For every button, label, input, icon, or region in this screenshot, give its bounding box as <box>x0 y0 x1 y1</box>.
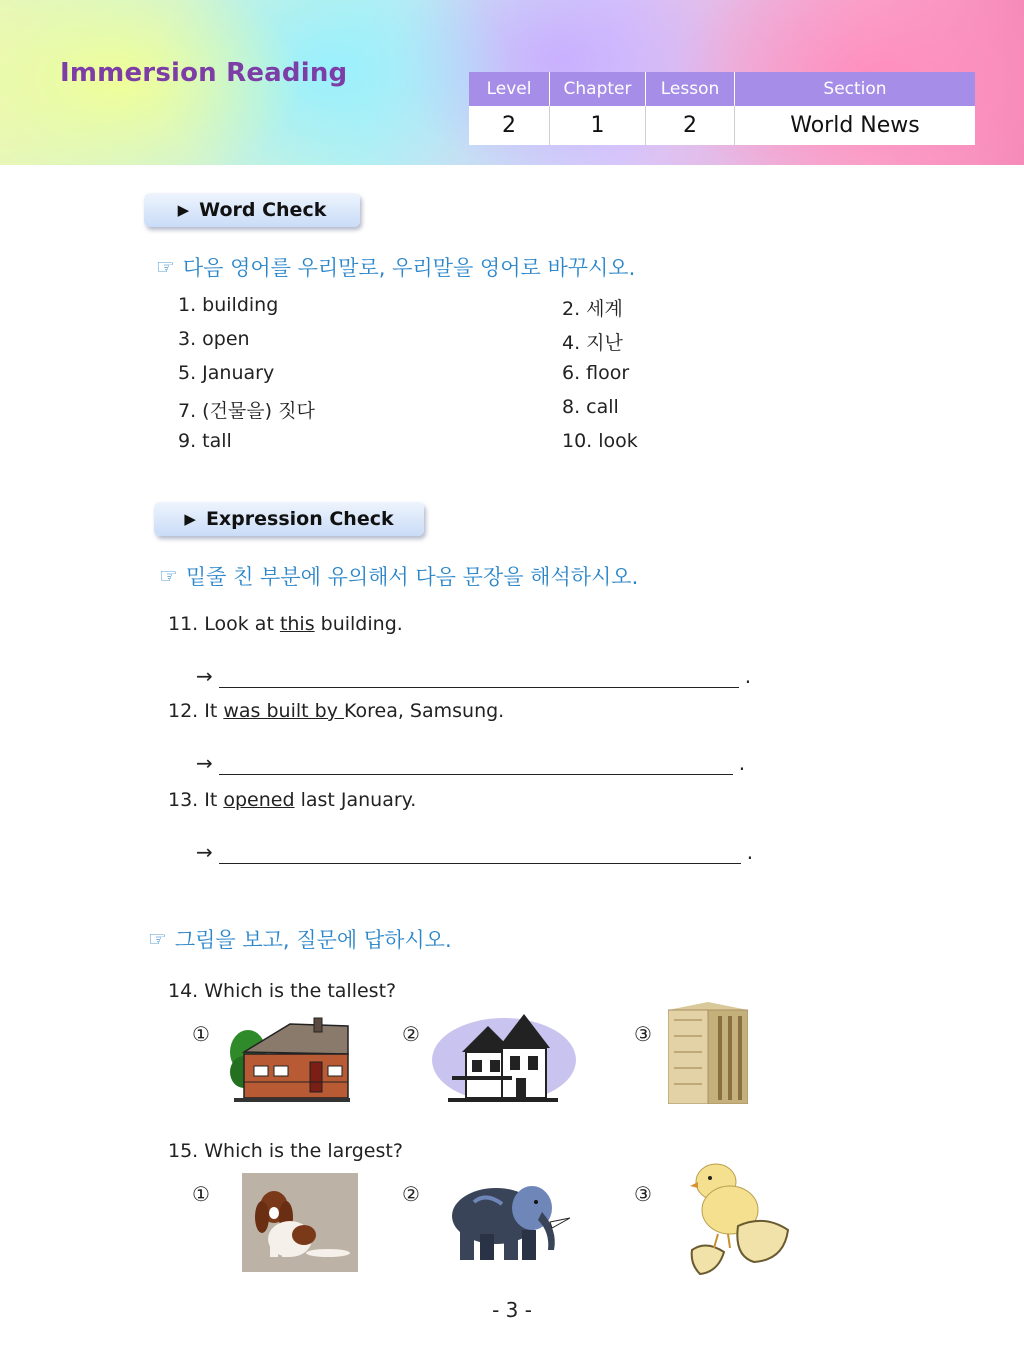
level-header: Level <box>469 72 550 106</box>
question-15: 15. Which is the largest? <box>168 1140 403 1162</box>
lesson-info-table <box>469 72 975 145</box>
choice-marker-2[interactable]: ② <box>402 1022 420 1046</box>
choice-marker-1[interactable]: ① <box>192 1022 210 1046</box>
question-12 <box>168 700 504 722</box>
chapter-header: Chapter <box>550 72 646 106</box>
answer-blank[interactable] <box>219 849 741 864</box>
section-header: Section <box>735 72 976 106</box>
word-check-instruction-text: 다음 영어를 우리말로, 우리말을 영어로 바꾸시오. <box>182 256 636 280</box>
word-check-label: Word Check <box>199 199 327 221</box>
q13-text-start: 13. It <box>168 789 224 811</box>
word-item-9: 9. tall <box>178 430 232 452</box>
word-item-4: 4. 지난 <box>562 332 623 354</box>
q13-underlined: opened <box>223 789 295 811</box>
q11-underlined: this <box>279 613 315 635</box>
arrow-icon: → <box>196 751 213 775</box>
pointing-hand-icon: ☞ <box>148 927 167 951</box>
lesson-value: 2 <box>646 106 735 145</box>
play-triangle-icon: ▶ <box>184 510 196 528</box>
cottage-house-image[interactable] <box>230 1012 350 1104</box>
choice-marker-2[interactable]: ② <box>402 1182 420 1206</box>
word-item-10: 10. look <box>562 430 638 452</box>
word-check-instruction <box>156 252 635 282</box>
pointing-hand-icon: ☞ <box>159 564 178 588</box>
answer-line-12[interactable] <box>196 751 745 775</box>
victorian-house-image[interactable] <box>432 1012 576 1106</box>
word-item-8: 8. call <box>562 396 619 418</box>
period: . <box>744 664 752 688</box>
q11-text-start: 11. Look at <box>168 613 280 635</box>
choice-marker-1[interactable]: ① <box>192 1182 210 1206</box>
arrow-icon: → <box>196 664 213 688</box>
word-item-5: 5. January <box>178 362 275 384</box>
elephant-image[interactable] <box>446 1172 574 1264</box>
tall-building-image[interactable] <box>668 1000 748 1104</box>
q12-underlined: was built by <box>223 700 344 722</box>
period: . <box>738 751 746 775</box>
q12-text-start: 12. It <box>168 700 224 722</box>
chapter-value: 1 <box>550 106 646 145</box>
header-banner <box>0 0 1024 165</box>
word-item-6: 6. floor <box>562 362 630 384</box>
expression-check-instruction-text: 밑줄 친 부분에 유의해서 다음 문장을 해석하시오. <box>185 565 639 589</box>
page-number: - 3 - <box>492 1298 532 1322</box>
expression-check-tag <box>154 502 424 536</box>
word-item-3: 3. open <box>178 328 250 350</box>
lesson-header: Lesson <box>646 72 735 106</box>
q13-text-end: last January. <box>294 789 417 811</box>
picture-instruction <box>148 924 452 954</box>
brand-title: Immersion Reading <box>60 58 348 88</box>
arrow-icon: → <box>196 840 213 864</box>
pointing-hand-icon: ☞ <box>156 255 175 279</box>
word-item-2: 2. 세계 <box>562 298 623 320</box>
period: . <box>746 840 754 864</box>
word-item-1: 1. building <box>178 294 279 316</box>
answer-line-11[interactable] <box>196 664 751 688</box>
question-13 <box>168 789 416 811</box>
choice-marker-3[interactable]: ③ <box>634 1182 652 1206</box>
answer-blank[interactable] <box>219 760 733 775</box>
expression-check-label: Expression Check <box>205 508 394 530</box>
answer-line-13[interactable] <box>196 840 753 864</box>
play-triangle-icon: ▶ <box>177 201 190 219</box>
dog-image[interactable] <box>242 1173 358 1272</box>
word-item-7: 7. (건물을) 짓다 <box>178 400 315 422</box>
choice-marker-3[interactable]: ③ <box>634 1022 652 1046</box>
picture-instruction-text: 그림을 보고, 질문에 답하시오. <box>174 928 452 952</box>
level-value: 2 <box>469 106 550 145</box>
answer-blank[interactable] <box>219 673 739 688</box>
q12-text-end: Korea, Samsung. <box>343 700 505 722</box>
expression-check-instruction <box>159 561 638 591</box>
question-11 <box>168 613 403 635</box>
word-check-tag <box>144 193 360 227</box>
chick-image[interactable] <box>688 1160 792 1278</box>
question-14: 14. Which is the tallest? <box>168 980 397 1002</box>
q11-text-end: building. <box>314 613 403 635</box>
section-value: World News <box>735 106 976 145</box>
